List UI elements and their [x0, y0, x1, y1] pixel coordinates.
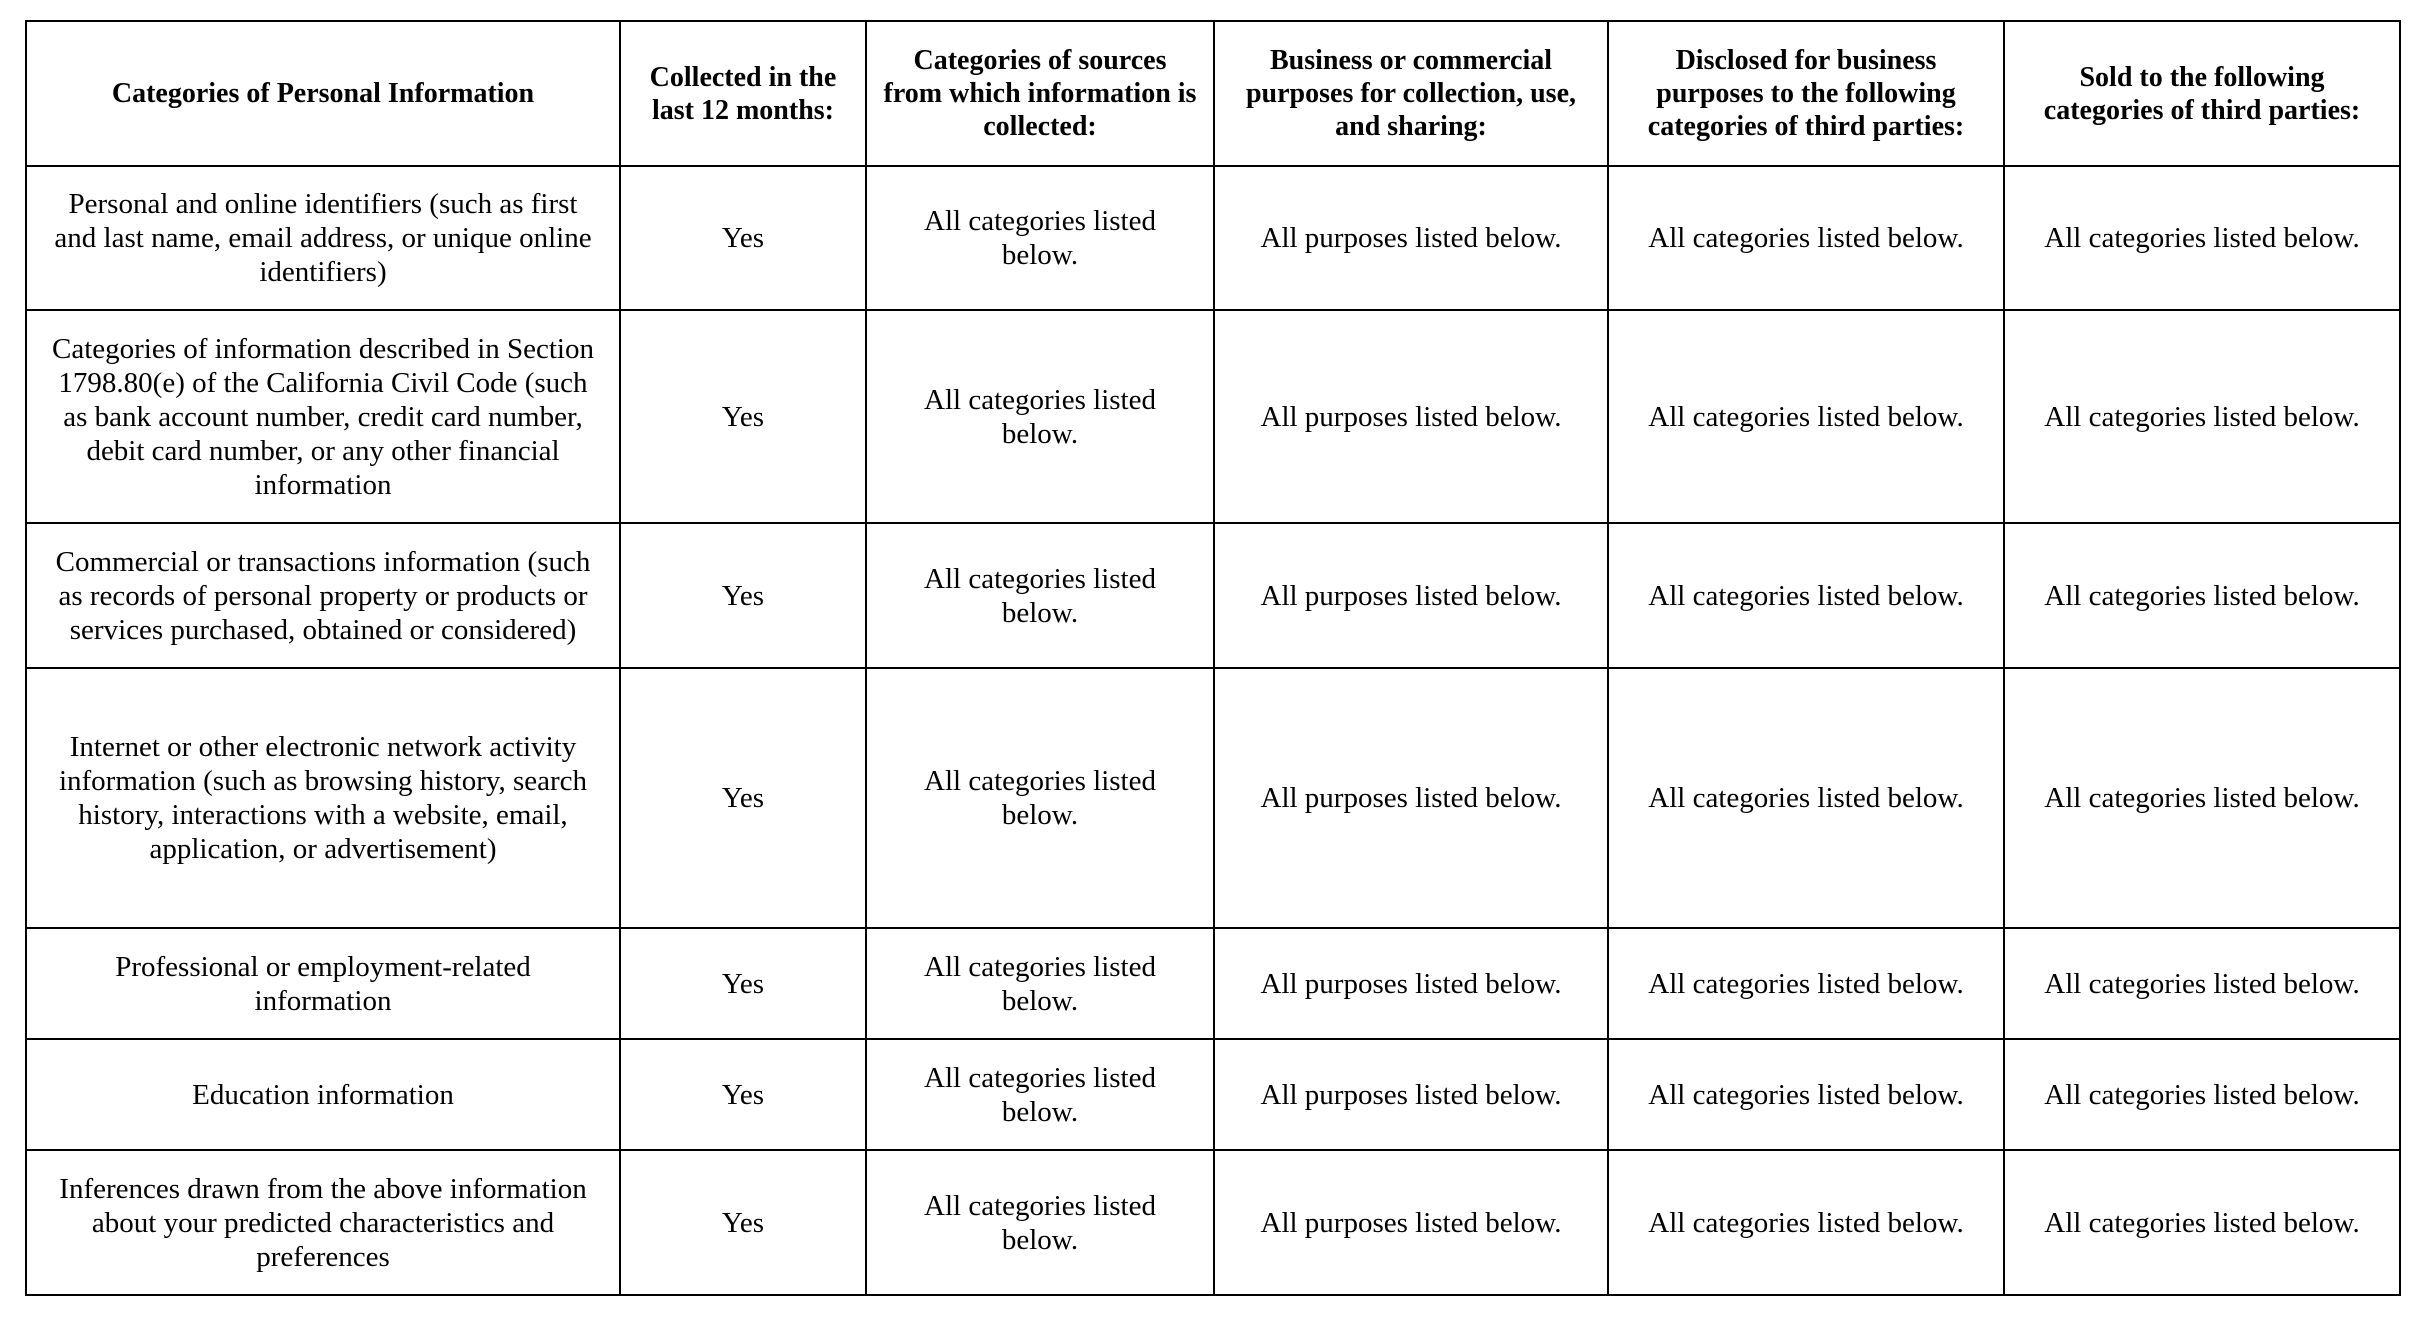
row-disclosed-cell: All categories listed below. [1608, 523, 2004, 668]
header-categories-of-sources: Categories of sources from which information is collected: [866, 21, 1214, 166]
table-header-row [26, 21, 2400, 166]
personal-information-table [25, 20, 2401, 1296]
table-row [26, 928, 2400, 1039]
row-sources-cell: All categories listed below. [866, 166, 1214, 310]
header-disclosed-to-third-parties: Disclosed for business purposes to the following categories of third parties: [1608, 21, 2004, 166]
row-sold-cell: All categories listed below. [2004, 928, 2400, 1039]
row-category-cell: Categories of information described in Section 1798.80(e) of the California Civil Code (such as bank account number, credit card number, debit card number, or any other financial information [26, 310, 620, 523]
header-collected-last-12-months: Collected in the last 12 months: [620, 21, 866, 166]
row-sources-cell: All categories listed below. [866, 1150, 1214, 1295]
row-disclosed-cell: All categories listed below. [1608, 1150, 2004, 1295]
table-row [26, 1039, 2400, 1150]
row-purposes-cell: All purposes listed below. [1214, 166, 1608, 310]
row-disclosed-cell: All categories listed below. [1608, 1039, 2004, 1150]
row-disclosed-cell: All categories listed below. [1608, 310, 2004, 523]
row-collected-cell: Yes [620, 166, 866, 310]
row-purposes-cell: All purposes listed below. [1214, 1039, 1608, 1150]
row-sources-cell: All categories listed below. [866, 928, 1214, 1039]
table-row [26, 166, 2400, 310]
row-sold-cell: All categories listed below. [2004, 668, 2400, 928]
row-category-cell: Internet or other electronic network activity information (such as browsing history, search history, interactions with a website, email, application, or advertisement) [26, 668, 620, 928]
table-row [26, 668, 2400, 928]
row-collected-cell: Yes [620, 523, 866, 668]
row-disclosed-cell: All categories listed below. [1608, 928, 2004, 1039]
row-purposes-cell: All purposes listed below. [1214, 928, 1608, 1039]
row-collected-cell: Yes [620, 1039, 866, 1150]
row-sources-cell: All categories listed below. [866, 668, 1214, 928]
row-sold-cell: All categories listed below. [2004, 166, 2400, 310]
row-collected-cell: Yes [620, 668, 866, 928]
header-sold-to-third-parties: Sold to the following categories of third parties: [2004, 21, 2400, 166]
row-sold-cell: All categories listed below. [2004, 310, 2400, 523]
row-purposes-cell: All purposes listed below. [1214, 1150, 1608, 1295]
row-category-cell: Professional or employment-related information [26, 928, 620, 1039]
row-sold-cell: All categories listed below. [2004, 523, 2400, 668]
row-purposes-cell: All purposes listed below. [1214, 310, 1608, 523]
row-purposes-cell: All purposes listed below. [1214, 668, 1608, 928]
row-sources-cell: All categories listed below. [866, 523, 1214, 668]
row-category-cell: Personal and online identifiers (such as first and last name, email address, or unique online identifiers) [26, 166, 620, 310]
table-row [26, 1150, 2400, 1295]
row-category-cell: Inferences drawn from the above information about your predicted characteristics and preferences [26, 1150, 620, 1295]
row-collected-cell: Yes [620, 310, 866, 523]
row-disclosed-cell: All categories listed below. [1608, 668, 2004, 928]
table-row [26, 310, 2400, 523]
row-collected-cell: Yes [620, 928, 866, 1039]
row-purposes-cell: All purposes listed below. [1214, 523, 1608, 668]
row-sources-cell: All categories listed below. [866, 1039, 1214, 1150]
row-collected-cell: Yes [620, 1150, 866, 1295]
header-business-purposes: Business or commercial purposes for collection, use, and sharing: [1214, 21, 1608, 166]
row-category-cell: Education information [26, 1039, 620, 1150]
row-sources-cell: All categories listed below. [866, 310, 1214, 523]
row-category-cell: Commercial or transactions information (such as records of personal property or products or services purchased, obtained or considered) [26, 523, 620, 668]
header-categories-of-personal-information: Categories of Personal Information [26, 21, 620, 166]
row-sold-cell: All categories listed below. [2004, 1039, 2400, 1150]
row-sold-cell: All categories listed below. [2004, 1150, 2400, 1295]
table-row [26, 523, 2400, 668]
row-disclosed-cell: All categories listed below. [1608, 166, 2004, 310]
